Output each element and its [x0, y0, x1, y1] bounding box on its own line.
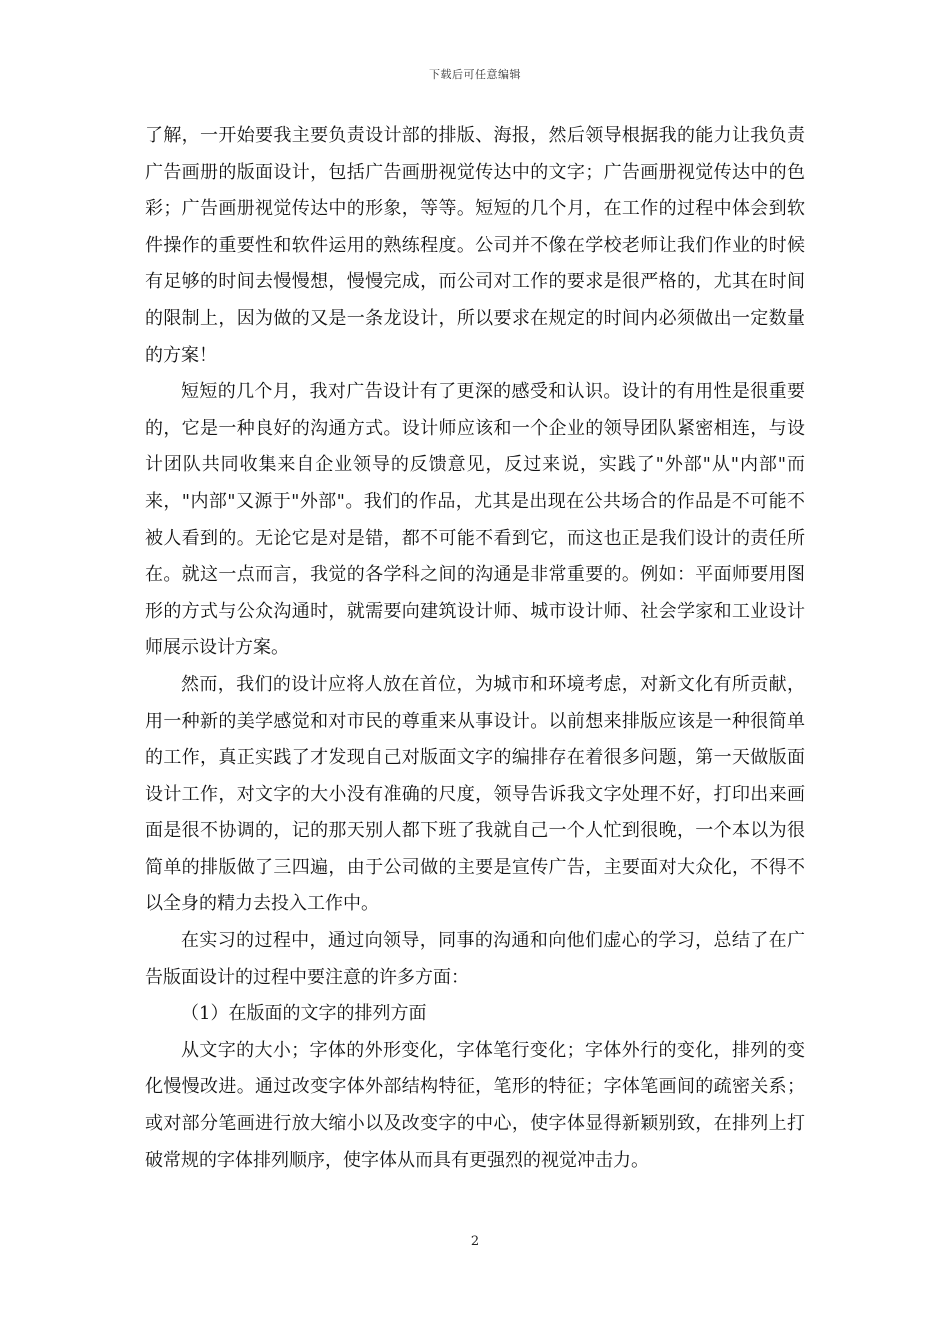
- document-body: [145, 118, 805, 1179]
- section-heading: （1）在版面的文字的排列方面: [181, 1003, 427, 1025]
- paragraph-5: 从文字的大小；字体的外形变化，字体笔行变化；字体外行的变化，排列的变化慢慢改进。通过改变字体外部结构特征，笔形的特征；字体笔画间的疏密关系；或对部分笔画进行放大缩小以及改变字的中心，使字体显得新颖别致，在排列上打破常规的字体排列顺序，使字体从而具有更强烈的视觉冲击力。: [145, 1039, 805, 1171]
- paragraph-3: 然而，我们的设计应将人放在首位，为城市和环境考虑，对新文化有所贡献，用一种新的美学感觉和对市民的尊重来从事设计。以前想来排版应该是一种很简单的工作，真正实践了才发现自己对版面文字的编排存在着很多问题，第一天做版面设计工作，对文字的大小没有准确的尺度，领导告诉我文字处理不好，打印出来画面是很不协调的，记的那天别人都下班了我就自己一个人忙到很晚，一个本以为很简单的排版做了三四遍，由于公司做的主要是宣传广告，主要面对大众化，不得不以全身的精力去投入工作中。: [145, 673, 805, 915]
- paragraph-4: 在实习的过程中，通过向领导，同事的沟通和向他们虚心的学习，总结了在广告版面设计的过程中要注意的许多方面：: [145, 930, 805, 988]
- page-number: 2: [470, 1234, 480, 1249]
- page-header: 下载后可任意编辑: [429, 68, 521, 81]
- paragraph-1: 了解，一开始要我主要负责设计部的排版、海报，然后领导根据我的能力让我负责广告画册的版面设计，包括广告画册视觉传达中的文字；广告画册视觉传达中的色彩；广告画册视觉传达中的形象，等等。短短的几个月，在工作的过程中体会到软件操作的重要性和软件运用的熟练程度。公司并不像在学校老师让我们作业的时候有足够的时间去慢慢想，慢慢完成，而公司对工作的要求是很严格的，尤其在时间的限制上，因为做的又是一条龙设计，所以要求在规定的时间内必须做出一定数量的方案！: [145, 125, 805, 366]
- paragraph-2: 短短的几个月，我对广告设计有了更深的感受和认识。设计的有用性是很重要的，它是一种良好的沟通方式。设计师应该和一个企业的领导团队紧密相连，与设计团队共同收集来自企业领导的反馈意见，反过来说，实践了"外部"从"内部"而来，"内部"又源于"外部"。我们的作品，尤其是出现在公共场合的作品是不可能不被人看到的。无论它是对是错，都不可能不看到它，而这也正是我们设计的责任所在。就这一点而言，我觉的各学科之间的沟通是非常重要的。例如：平面师要用图形的方式与公众沟通时，就需要向建筑设计师、城市设计师、社会学家和工业设计师展示设计方案。: [145, 381, 805, 659]
